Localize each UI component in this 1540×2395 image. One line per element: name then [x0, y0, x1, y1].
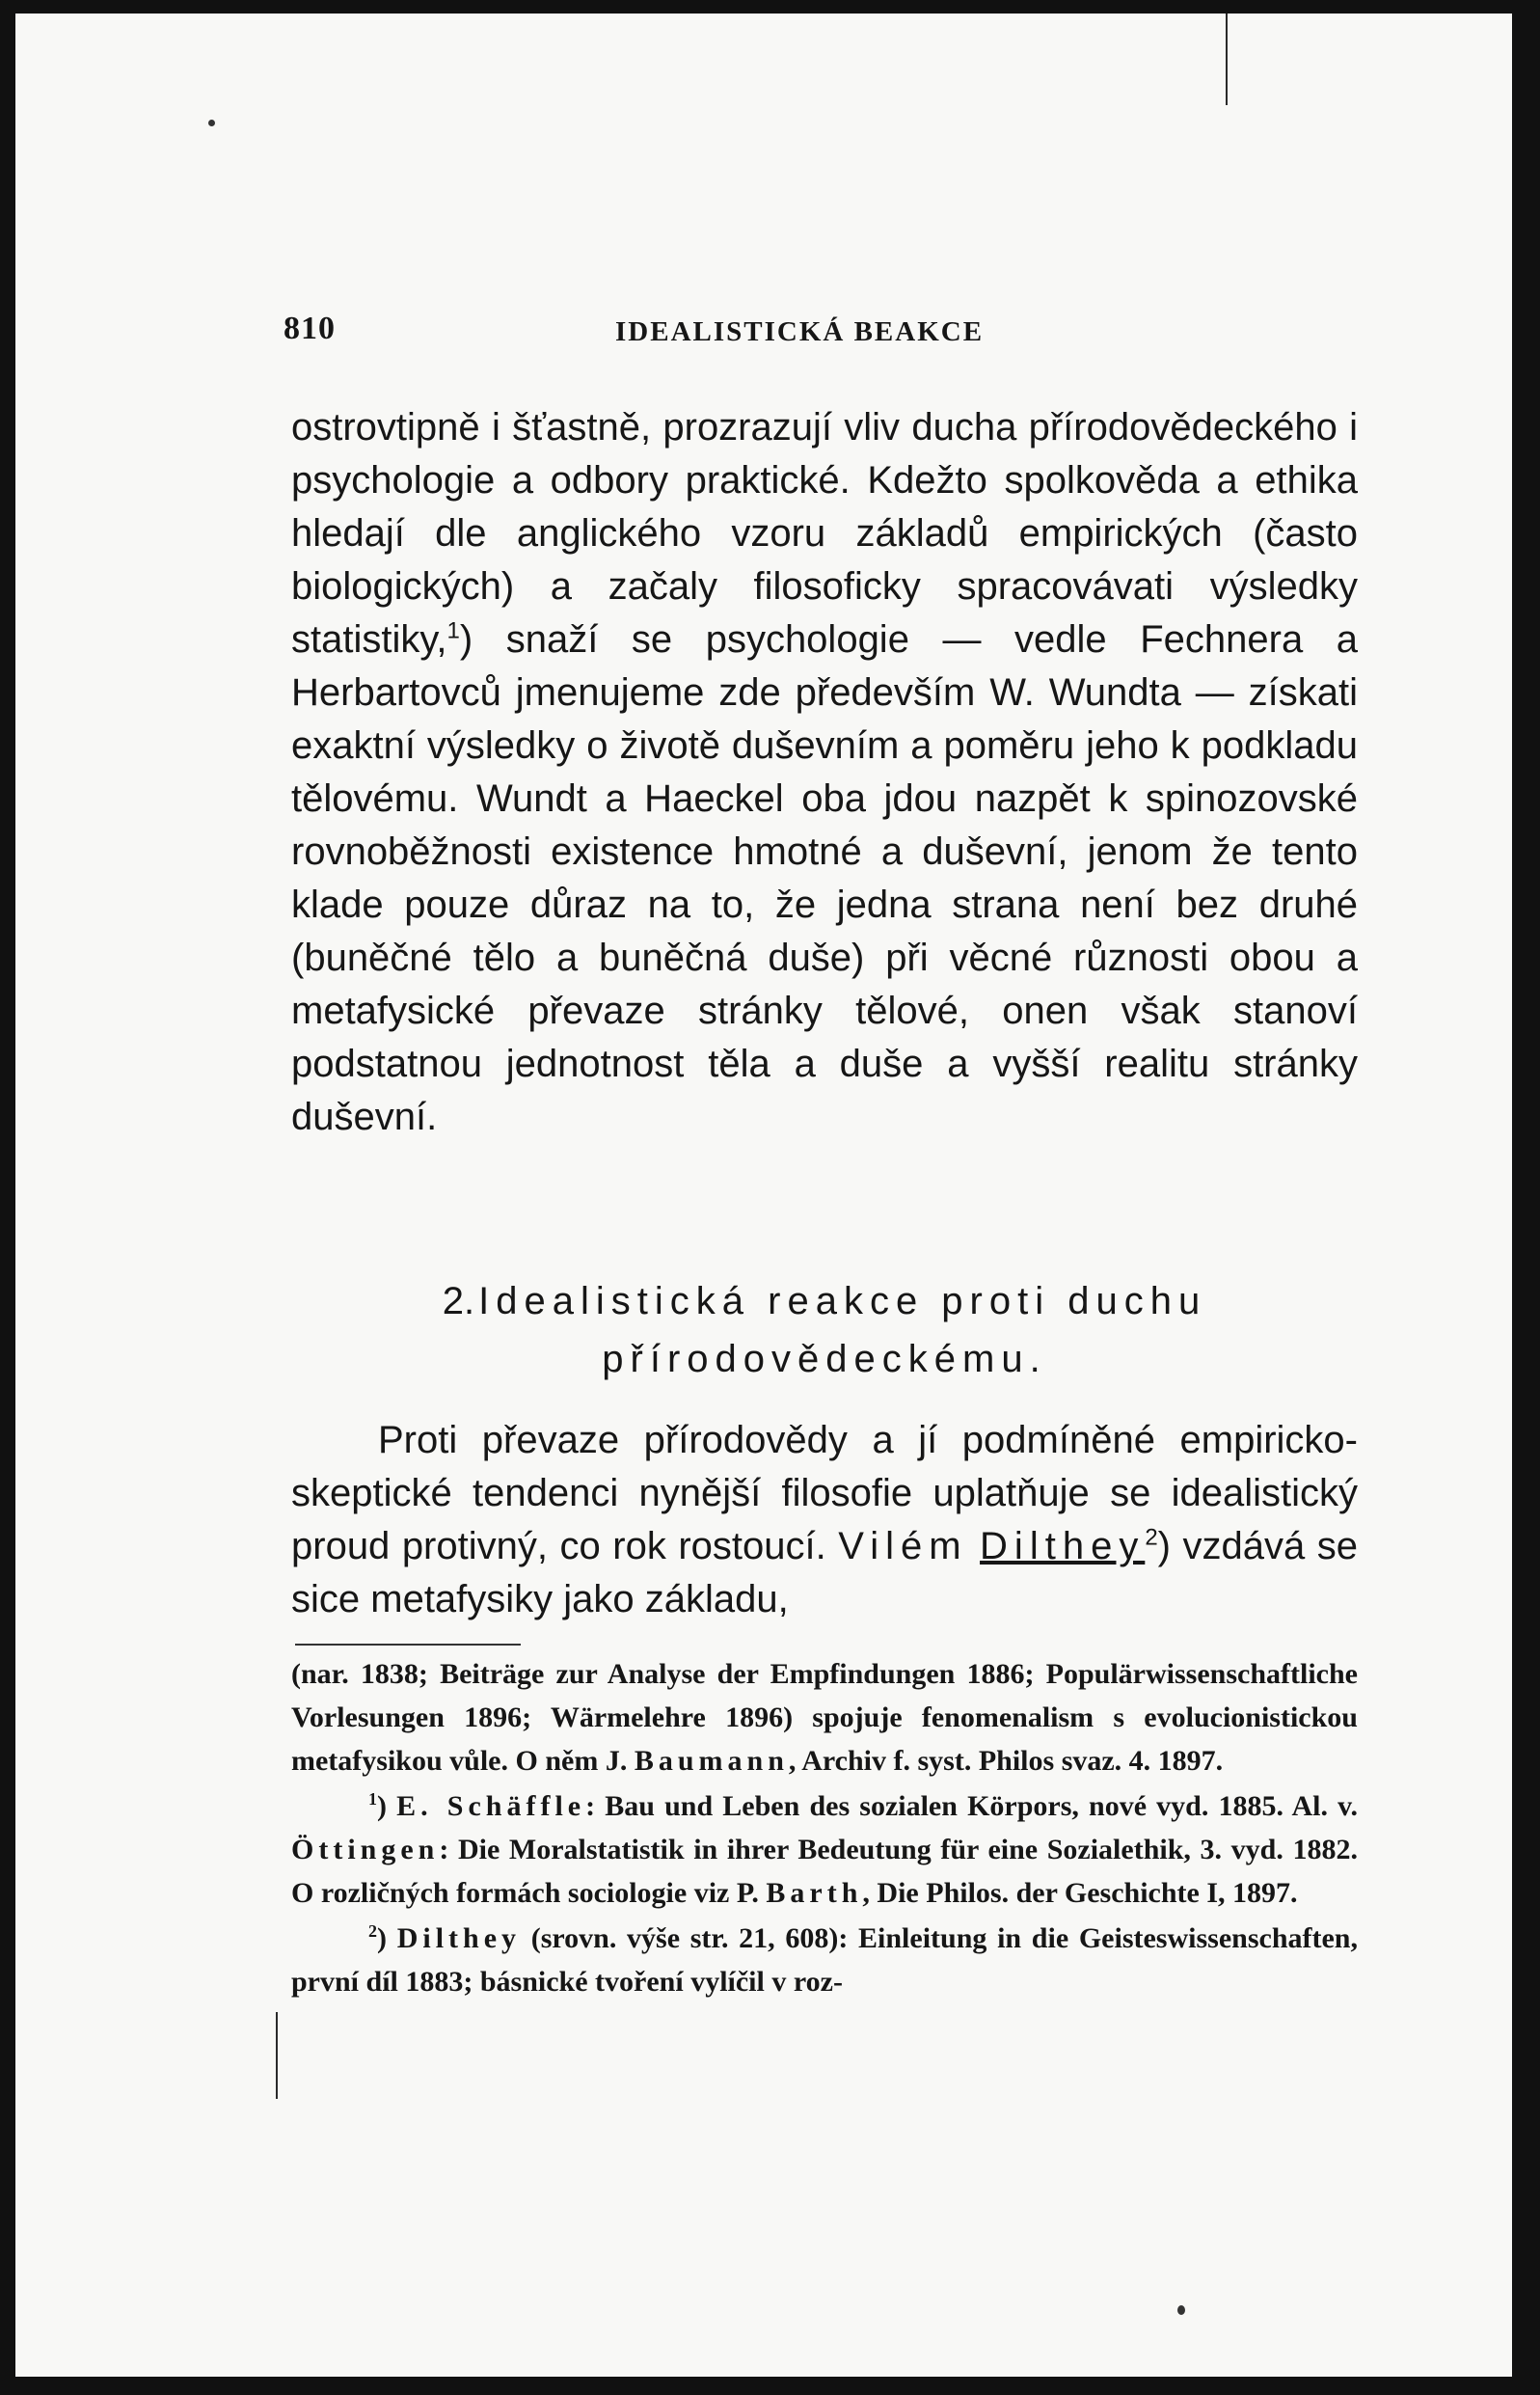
footnote-1-text-a: : Bau und Leben des sozialen Körpors, nové vyd. 1885. Al. v.: [585, 1790, 1358, 1822]
person-name-last: Dilthey: [980, 1525, 1146, 1567]
person-name-first: Vilém: [838, 1525, 968, 1567]
scan-speck: [208, 120, 215, 126]
footnote-2-author: Dilthey: [396, 1922, 522, 1954]
footnote-2: $^2$) Dilthey (srovn. výše str. 21, 608): Einleitung in die Geisteswissenschaften, první díl 1883; básnické tvoření vylíčil v roz-: [291, 1921, 1358, 1998]
scan-edge-line: [1226, 14, 1228, 105]
footnote-continued-end: , Archiv f. syst. Philos svaz. 4. 1897.: [788, 1745, 1224, 1777]
paragraph-2-text-b: ) vzdává se sice metafysiky jako základu,: [291, 1525, 1358, 1620]
paragraph-1-text: ostrovtipně i šťastně, prozrazují vliv ducha přírodovědeckého i psychologie a odbory praktické. Kdežto spolkověda a ethika hledají dle anglického vzoru základů empirických (často biologických) a začaly filosoficky spracovávati výsledky statistiky,: [291, 406, 1358, 661]
footnote-2-marker: 2: [368, 1921, 377, 1941]
footnote-ref-2: 2: [1145, 1524, 1158, 1551]
footnote-1-marker: 1: [368, 1789, 377, 1809]
page-number: 810: [284, 311, 336, 346]
paragraph-2: [291, 1414, 1358, 1626]
section-number: 2.: [442, 1280, 475, 1322]
footnote-1-text-b: : Die Moralstatistik in ihrer Bedeutung für eine Sozialethik, 3. vyd. 1882. O rozličných formách sociologie viz P.: [291, 1834, 1358, 1909]
scan-speck: [1177, 2305, 1185, 2315]
footnote-continued-text: (nar. 1838; Beiträge zur Analyse der Empfindungen 1886; Populärwissenschaftliche Vorlesungen 1896; Wärmelehre 1896) spojuje fenomenalism s evolucionistickou metafysikou vůle. O něm J.: [291, 1658, 1358, 1777]
footnote-1-author-3: Barth: [766, 1877, 863, 1909]
footnote-continued-name: Baumann: [634, 1745, 789, 1777]
book-page: [15, 14, 1512, 2377]
scan-margin-mark: [276, 2012, 278, 2099]
footnote-2-text: (srovn. výše str. 21, 608): Einleitung in die Geisteswissenschaften, první díl 1883; básnické tvoření vylíčil v roz-: [291, 1922, 1358, 1998]
section-heading: [291, 1272, 1358, 1388]
footnote-ref-1: 1: [446, 617, 460, 644]
paragraph-1-continued: ) snaží se psychologie — vedle Fechnera a Herbartovců jmenujeme zde především W. Wundta — získati exaktní výsledky o životě duševním a poměru jeho k podkladu tělovému. Wundt a Haeckel oba jdou nazpět k spinozovské rovnoběžnosti existence hmotné a duševní, jenom že tento klade pouze důraz na to, že jedna strana není bez druhé (buněčné tělo a buněčná duše) při věcné různosti obou a metafysické převaze stránky tělové, onen však stanoví podstatnou jednotnost těla a duše a vyšší realitu stránky duševní.: [291, 618, 1358, 1138]
running-title: IDEALISTICKÁ BEAKCE: [615, 316, 985, 347]
footnote-1: $^1$) E. Schäffle: Bau und Leben des sozialen Körpors, nové vyd. 1885. Al. v. Öttingen: Die Moralstatistik in ihrer Bedeutung für eine Sozialethik, 3. vyd. 1882. O rozličných formách sociologie viz P. Barth, Die Philos. der Geschichte I, 1897.: [291, 1789, 1358, 1909]
footnote-1-text-c: , Die Philos. der Geschichte I, 1897.: [862, 1877, 1298, 1909]
footnotes: [291, 1652, 1358, 2005]
section-title: Idealistická reakce proti duchu přírodovědeckému.: [478, 1280, 1207, 1380]
paragraph-1: [291, 401, 1358, 1144]
paragraph-2-text-a: Proti převaze přírodovědy a jí podmíněné empiricko-skeptické tendenci nynější filosofie uplatňuje se idealistický proud protivný, co rok rostoucí.: [291, 1419, 1358, 1567]
footnote-continued: [291, 1652, 1358, 1783]
footnote-divider: [295, 1644, 521, 1646]
footnote-1-author-2: Öttingen: [291, 1834, 440, 1865]
page-header: [284, 305, 1344, 353]
footnote-1-author: E. Schäffle: [396, 1790, 586, 1822]
